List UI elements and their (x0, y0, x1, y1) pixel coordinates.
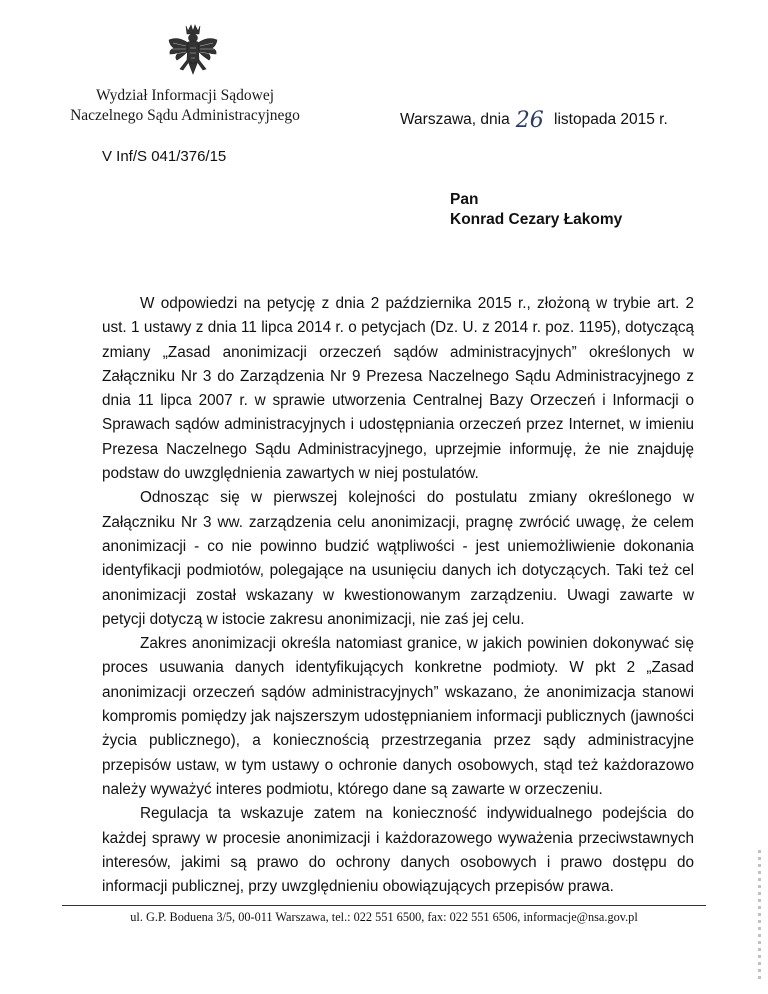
body-paragraph: W odpowiedzi na petycję z dnia 2 października 2015 r., złożoną w trybie art. 2 ust. 1 ustawy z dnia 11 lipca 2014 r. o petycjach (Dz. U. z 2014 r. poz. 1195), dotyczącą zmiany „Zasad anonimizacji orzeczeń sądów administracyjnych” określonych w Załączniku Nr 3 do Zarządzenia Nr 9 Prezesa Naczelnego Sądu Administracyjnego z dnia 11 lipca 2007 r. w sprawie utworzenia Centralnej Bazy Orzeczeń i Informacji o Sprawach sądów administracyjnych i udostępniania orzeczeń przez Internet, w imieniu Prezesa Naczelnego Sądu Administracyjnego, uprzejmie informuję, że nie znajduję podstaw do uwzględnienia zawartych w niej postulatów. (102, 295, 694, 483)
date-suffix: listopada 2015 r. (554, 111, 668, 128)
recipient-name: Konrad Cezary Łakomy (450, 211, 623, 228)
footer-address: ul. G.P. Boduena 3/5, 00-011 Warszawa, tel.: 022 551 6500, fax: 022 551 6506, informacje@nsa.gov.pl (130, 910, 638, 924)
handwritten-day: 26 (515, 108, 544, 133)
letter-body (102, 292, 694, 899)
polish-eagle-emblem-icon (164, 22, 222, 84)
recipient-block (450, 190, 622, 230)
reference-number: V Inf/S 041/376/15 (102, 148, 227, 165)
scan-edge-mark (758, 850, 761, 980)
footer-divider (62, 905, 706, 906)
body-paragraph: Regulacja ta wskazuje zatem na konieczność indywidualnego podejścia do każdej sprawy w procesie anonimizacji i każdorazowego wyważenia przeciwstawnych interesów, jakimi są prawo do ochrony danych osobowych i prawo dostępu do informacji publicznej, przy uwzględnieniu obowiązujących przepisów prawa. (102, 805, 694, 896)
recipient-salutation: Pan (450, 191, 479, 208)
date-prefix: Warszawa, dnia (400, 111, 510, 128)
office-name: Wydział Informacji Sądowej (95, 87, 275, 104)
office-court-name: Naczelnego Sądu Administracyjnego (70, 107, 300, 124)
issuing-office (50, 86, 320, 126)
body-paragraph: Odnosząc się w pierwszej kolejności do postulatu zmiany określonego w Załączniku Nr 3 ww. zarządzenia celu anonimizacji, pragnę zwrócić uwagę, że celem anonimizacji - co nie powinno budzić wątpliwości - jest uniemożliwienie dokonania identyfikacji podmiotów, polegające na usunięciu danych ich dotyczących. Taki też cel anonimizacji został wskazany w kwestionowanym zarządzeniu. Uwagi zawarte w petycji dotyczą w istocie zakresu anonimizacji, nie zaś jej celu. (102, 489, 694, 628)
date-line (400, 108, 700, 133)
body-paragraph: Zakres anonimizacji określa natomiast granice, w jakich powinien dokonywać się proces usuwania danych identyfikujących konkretne podmioty. W pkt 2 „Zasad anonimizacji orzeczeń sądów administracyjnych” wskazano, że anonimizacja stanowi kompromis pomiędzy jak najszerszym udostępnianiem informacji publicznych (jawności życia publicznego), a koniecznością przestrzegania przez sądy administracyjne przepisów ustaw, w tym ustawy o ochronie danych osobowych, stąd też każdorazowo należy wyważyć interes podmiotu, którego dane są zawarte w orzeczeniu. (102, 635, 694, 798)
